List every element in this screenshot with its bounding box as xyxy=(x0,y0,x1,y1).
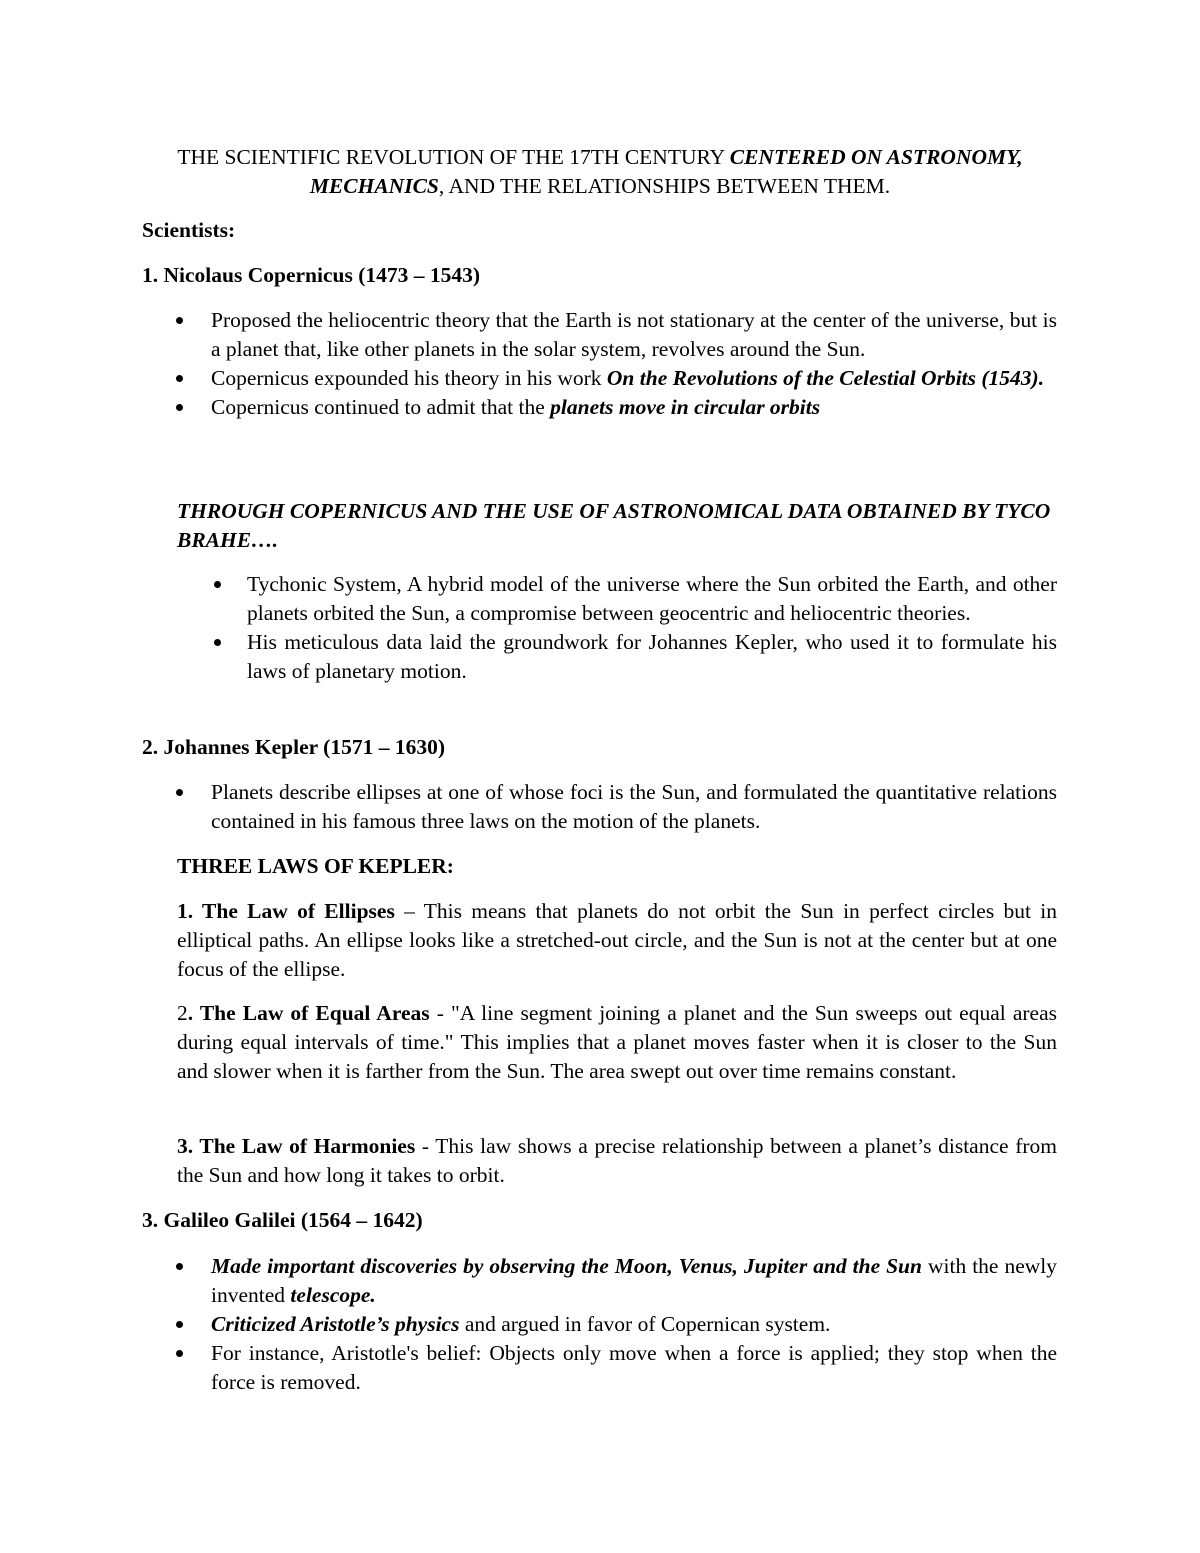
bullet-dot-icon xyxy=(176,1350,183,1357)
bullet-dot-icon xyxy=(214,639,221,646)
title-emphasis: CENTERED ON ASTRONOMY, MECHANICS xyxy=(309,145,1023,198)
title-plain-1: THE SCIENTIFIC REVOLUTION OF THE 17TH CENTURY xyxy=(177,145,730,169)
bullet-text: and argued in favor of Copernican system. xyxy=(459,1312,831,1336)
kepler-law-1 xyxy=(177,897,1057,984)
list-item xyxy=(211,364,1057,393)
law-title: 3. The Law of Harmonies xyxy=(177,1134,416,1158)
bullet-text: His meticulous data laid the groundwork for Johannes Kepler, who used it to formulate his laws of planetary motion. xyxy=(247,630,1057,683)
kepler-heading: 2. Johannes Kepler (1571 – 1630) xyxy=(142,735,445,759)
law-number: 2 xyxy=(177,1001,188,1025)
bullet-text: Proposed the heliocentric theory that the Earth is not stationary at the center of the universe, but is a planet that, like other planets in the solar system, revolves around the Sun. xyxy=(211,308,1057,361)
bullet-emphasis: telescope. xyxy=(290,1283,376,1307)
bullet-text: For instance, Aristotle's belief: Objects only move when a force is applied; they stop when the force is removed. xyxy=(211,1341,1057,1394)
list-item xyxy=(247,570,1057,628)
law-text: - This law shows a precise relationship between a planet’s distance from the Sun and how long it takes to orbit. xyxy=(177,1134,1057,1187)
document-title xyxy=(142,143,1058,201)
bullet-dot-icon xyxy=(214,581,221,588)
scientists-label: Scientists: xyxy=(142,218,236,242)
kepler-law-3 xyxy=(177,1132,1057,1190)
bullet-dot-icon xyxy=(176,789,183,796)
bullet-text: with the newly invented xyxy=(211,1254,1057,1307)
title-plain-2: , AND THE RELATIONSHIPS BETWEEN THEM. xyxy=(438,174,891,198)
kepler-law-2 xyxy=(177,999,1057,1086)
law-text: – This means that planets do not orbit the Sun in perfect circles but in elliptical paths. An ellipse looks like a stretched-out circle, and the Sun is not at the center but at one focus of the ellipse. xyxy=(177,899,1057,981)
list-item xyxy=(211,306,1057,364)
bullet-text: Copernicus expounded his theory in his work xyxy=(211,366,607,390)
list-item xyxy=(211,393,1057,422)
kepler-bullets xyxy=(211,778,1057,836)
list-item xyxy=(211,1339,1057,1397)
bullet-dot-icon xyxy=(176,375,183,382)
work-title: On the Revolutions of the Celestial Orbits (1543). xyxy=(606,366,1045,390)
kepler-laws-heading: THREE LAWS OF KEPLER: xyxy=(177,854,454,878)
list-item xyxy=(211,1310,1057,1339)
bullet-dot-icon xyxy=(176,1263,183,1270)
list-item xyxy=(211,1252,1057,1310)
bullet-emphasis: Made important discoveries by observing the Moon, Venus, Jupiter and the Sun xyxy=(211,1254,922,1278)
bullet-dot-icon xyxy=(176,404,183,411)
law-title: . The Law of Equal Areas xyxy=(187,1001,430,1025)
list-item xyxy=(247,628,1057,686)
copernicus-heading: 1. Nicolaus Copernicus (1473 – 1543) xyxy=(142,263,481,287)
brahe-heading: THROUGH COPERNICUS AND THE USE OF ASTRONOMICAL DATA OBTAINED BY TYCO BRAHE…. xyxy=(177,499,1051,552)
bullet-text: Planets describe ellipses at one of whose foci is the Sun, and formulated the quantitative relations contained in his famous three laws on the motion of the planets. xyxy=(211,780,1057,833)
bullet-emphasis: Criticized Aristotle’s physics xyxy=(211,1312,460,1336)
copernicus-bullets xyxy=(211,306,1057,422)
brahe-bullets xyxy=(247,570,1057,686)
law-title: 1. The Law of Ellipses xyxy=(177,899,395,923)
list-item xyxy=(211,778,1057,836)
bullet-emphasis: planets move in circular orbits xyxy=(550,395,821,419)
galileo-heading: 3. Galileo Galilei (1564 – 1642) xyxy=(142,1208,423,1232)
bullet-dot-icon xyxy=(176,1321,183,1328)
bullet-text: Copernicus continued to admit that the xyxy=(211,395,551,419)
law-text: - "A line segment joining a planet and the Sun sweeps out equal areas during equal intervals of time." This implies that a planet moves faster when it is closer to the Sun and slower when it is farther from the Sun. The area swept out over time remains constant. xyxy=(177,1001,1057,1083)
bullet-text: Tychonic System, A hybrid model of the universe where the Sun orbited the Earth, and other planets orbited the Sun, a compromise between geocentric and heliocentric theories. xyxy=(247,572,1057,625)
bullet-dot-icon xyxy=(176,317,183,324)
galileo-bullets xyxy=(211,1252,1057,1397)
